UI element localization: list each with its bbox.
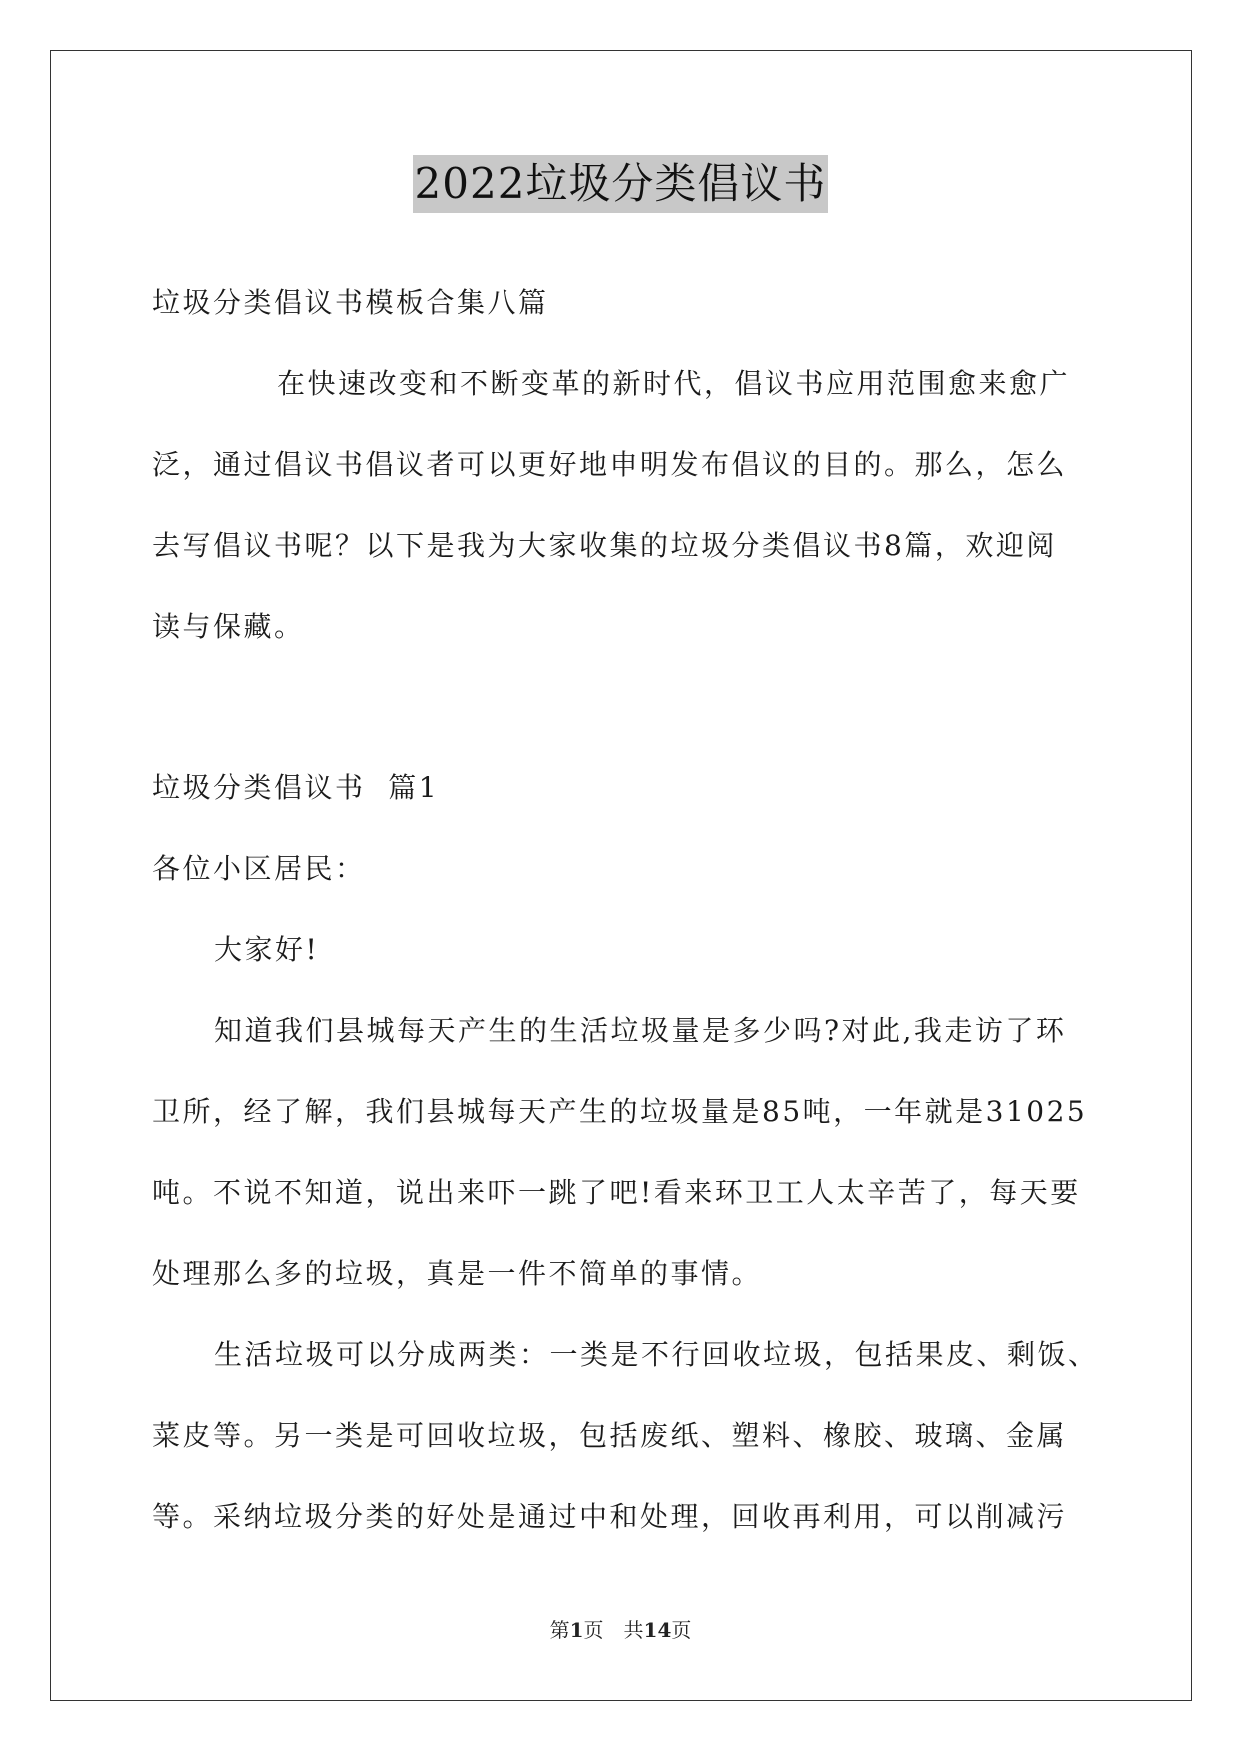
intro-line: 去写倡议书呢？以下是我为大家收集的垃圾分类倡议书8篇，欢迎阅	[152, 529, 1057, 562]
page-footer	[0, 1616, 1241, 1644]
paragraph-line: 生活垃圾可以分成两类：一类是不行回收垃圾，包括果皮、剩饭、	[214, 1338, 1099, 1371]
section-heading: 垃圾分类倡议书 篇1	[152, 771, 440, 804]
total-prefix: 共	[623, 1618, 644, 1642]
paragraph-line: 处理那么多的垃圾，真是一件不简单的事情。	[152, 1257, 763, 1290]
intro-line: 在快速改变和不断变革的新时代，倡议书应用范围愈来愈广	[277, 367, 1071, 400]
page-suffix: 页	[583, 1618, 604, 1642]
total-suffix: 页	[671, 1618, 692, 1642]
page-total: 14	[643, 1618, 672, 1642]
document-subtitle: 垃圾分类倡议书模板合集八篇	[152, 286, 549, 319]
intro-line: 读与保藏。	[152, 610, 305, 643]
paragraph-line: 等。采纳垃圾分类的好处是通过中和处理，回收再利用，可以削减污	[152, 1500, 1068, 1533]
paragraph-line: 吨。不说不知道，说出来吓一跳了吧!看来环卫工人太辛苦了，每天要	[152, 1176, 1081, 1209]
document-body	[152, 262, 1099, 1557]
paragraph-line: 菜皮等。另一类是可回收垃圾，包括废纸、塑料、橡胶、玻璃、金属	[152, 1419, 1068, 1452]
page-prefix: 第	[549, 1618, 570, 1642]
salutation: 各位小区居民：	[152, 852, 366, 885]
paragraph-line: 知道我们县城每天产生的生活垃圾量是多少吗?对此,我走访了环	[214, 1014, 1067, 1047]
paragraph-line: 卫所，经了解，我们县城每天产生的垃圾量是85吨，一年就是31025	[152, 1095, 1088, 1128]
page-number: 1	[569, 1618, 584, 1642]
paragraph-gap	[152, 667, 1092, 747]
intro-line: 泛，通过倡议书倡议者可以更好地申明发布倡议的目的。那么，怎么	[152, 448, 1068, 481]
greeting: 大家好!	[214, 933, 320, 966]
title-container	[0, 155, 1241, 213]
document-title: 2022垃圾分类倡议书	[413, 155, 829, 213]
